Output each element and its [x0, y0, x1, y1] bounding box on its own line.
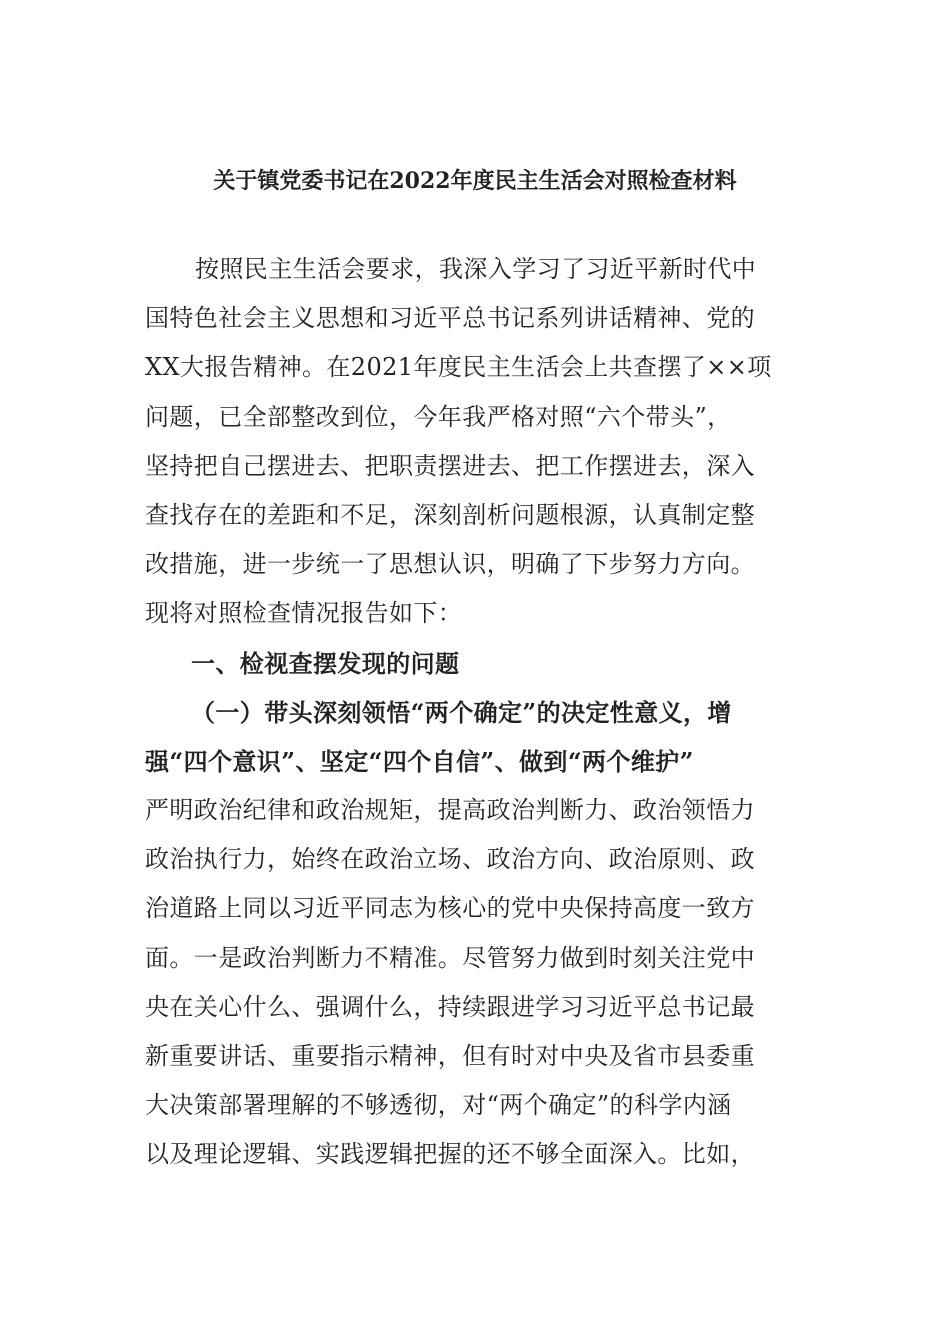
- intro-line: 问题，已全部整改到位，今年我严格对照“六个带头”，: [145, 402, 732, 431]
- body-line: 以及理论逻辑、实践逻辑把握的还不够全面深入。比如，: [145, 1140, 755, 1169]
- body-line: 大决策部署理解的不够透彻，对“两个确定”的科学内涵: [145, 1091, 732, 1120]
- subheading-line: 强“四个意识”、坚定“四个自信”、做到“两个维护”: [145, 746, 694, 776]
- body-line: 央在关心什么、强调什么，持续跟进学习习近平总书记最: [145, 992, 755, 1021]
- intro-line: 改措施，进一步统一了思想认识，明确了下步努力方向。: [145, 550, 755, 579]
- subheading-line: （一）带头深刻领悟“两个确定”的决定性意义，增: [191, 697, 732, 727]
- document-body: [145, 245, 810, 1180]
- intro-line: 查找存在的差距和不足，深刻剖析问题根源，认真制定整: [145, 500, 755, 529]
- intro-line: XX大报告精神。在2021年度民主生活会上共查摆了××项: [145, 353, 772, 382]
- intro-line: 坚持把自己摆进去、把职责摆进去、把工作摆进去，深入: [145, 451, 755, 480]
- intro-line: 按照民主生活会要求，我深入学习了习近平新时代中: [195, 255, 757, 283]
- intro-line: 国特色社会主义思想和习近平总书记系列讲话精神、党的: [145, 304, 755, 333]
- intro-line: 现将对照检查情况报告如下：: [145, 599, 463, 628]
- body-line: 治道路上同以习近平同志为核心的党中央保持高度一致方: [145, 894, 755, 923]
- body-line: 政治执行力，始终在政治立场、政治方向、政治原则、政: [145, 845, 755, 874]
- body-line: 严明政治纪律和政治规矩，提高政治判断力、政治领悟力: [145, 796, 755, 825]
- body-line: 新重要讲话、重要指示精神，但有时对中央及省市县委重: [145, 1042, 755, 1070]
- section-heading: 一、检视查摆发现的问题: [191, 648, 460, 678]
- body-line: 面。一是政治判断力不精准。尽管努力做到时刻关注党中: [145, 943, 755, 972]
- document-title: 关于镇党委书记在2022年度民主生活会对照检查材料: [213, 168, 737, 194]
